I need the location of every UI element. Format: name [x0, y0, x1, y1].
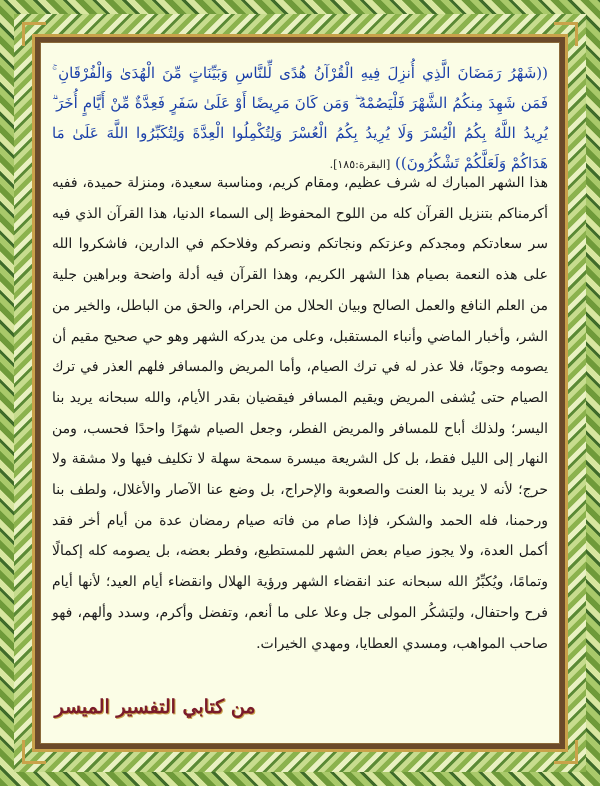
- verse-reference: [البقرة:١٨٥].: [329, 158, 391, 171]
- book-signature: من كتابي التفسير الميسر: [54, 696, 256, 718]
- tafsir-paragraph: هذا الشهر المبارك له شرف عظيم، ومقام كريم، ومناسبة سعيدة، ومنزلة حميدة، ففيه أكرمناكم بتنزيل القرآن كله من اللوح المحفوظ إلى السماء الدنيا، هذا القرآن الذي فيه سر سعادتكم ومجدكم وعزتكم ونجاتكم ونصركم وفلاحكم في الدارين، فاشكروا الله على هذه النعمة بصيام هذا الشهر الكريم، وهذا القرآن فيه أدلة واضحة وبراهين جلية من العلم النافع والعمل الصالح وبيان الحلال من الحرام، والحق من الباطل، والخير من الشر، وأخبار الماضي وأنباء المستقبل، وعلى من يدركه الشهر وهو حي صحيح مقيم أن يصومه وجوبًا، فلا عذر له في ترك الصيام، وأما المريض والمسافر فلهم العذر في ترك الصيام حتى يُشفى المريض ويقيم المسافر فيقضيان بقدر الأيام، والله سبحانه يريد بنا اليسر؛ ولذلك أباح للمسافر والمريض الفطر، وجعل الصيام شهرًا واحدًا فحسب، ومن النهار إلى الليل فقط، بل كل الشريعة ميسرة سمحة سهلة لا تكليف فيها ولا مشقة ولا حرج؛ لأنه لا يريد بنا العنت والصعوبة والإحراج، بل وضع عنا الآصار والأغلال، ولطف بنا ورحمنا، فله الحمد والشكر، فإذا صام من فاته صيام رمضان عدة من أيام أخر فقد أكمل العدة، ولا يجوز صيام بعض الشهر للمستطيع، وفطر بعضه، بل يصومه كله إكمالًا وتمامًا، ويُكبِّرُ الله سبحانه عند انقضاء الشهر ورؤية الهلال وانقضاء أيام العيد؛ لأنها أيام فرح واحتفال، وليَشكُر المولى جل وعلا على ما أنعم، وتفضل وأكرم، وسدد وألهم، فهو صاحب المواهب، ومسدي العطايا، ومهدي الخيرات.: [52, 175, 548, 652]
- verse-text: ((شَهْرُ رَمَضَانَ الَّذِي أُنزِلَ فِيهِ الْقُرْآنُ هُدًى لِّلنَّاسِ وَبَيِّنَاتٍ مِّنَ الْهُدَىٰ وَالْفُرْقَانِ ۚ فَمَن شَهِدَ مِنكُمُ الشَّهْرَ فَلْيَصُمْهُ ۖ وَمَن كَانَ مَرِيضًا أَوْ عَلَىٰ سَفَرٍ فَعِدَّةٌ مِّنْ أَيَّامٍ أُخَرَ ۗ يُرِيدُ اللَّهُ بِكُمُ الْيُسْرَ وَلَا يُرِيدُ بِكُمُ الْعُسْرَ وَلِتُكْمِلُوا الْعِدَّةَ وَلِتُكَبِّرُوا اللَّهَ عَلَىٰ مَا هَدَاكُمْ وَلَعَلَّكُمْ تَشْكُرُونَ)): [52, 64, 548, 172]
- quran-verse: [52, 58, 548, 180]
